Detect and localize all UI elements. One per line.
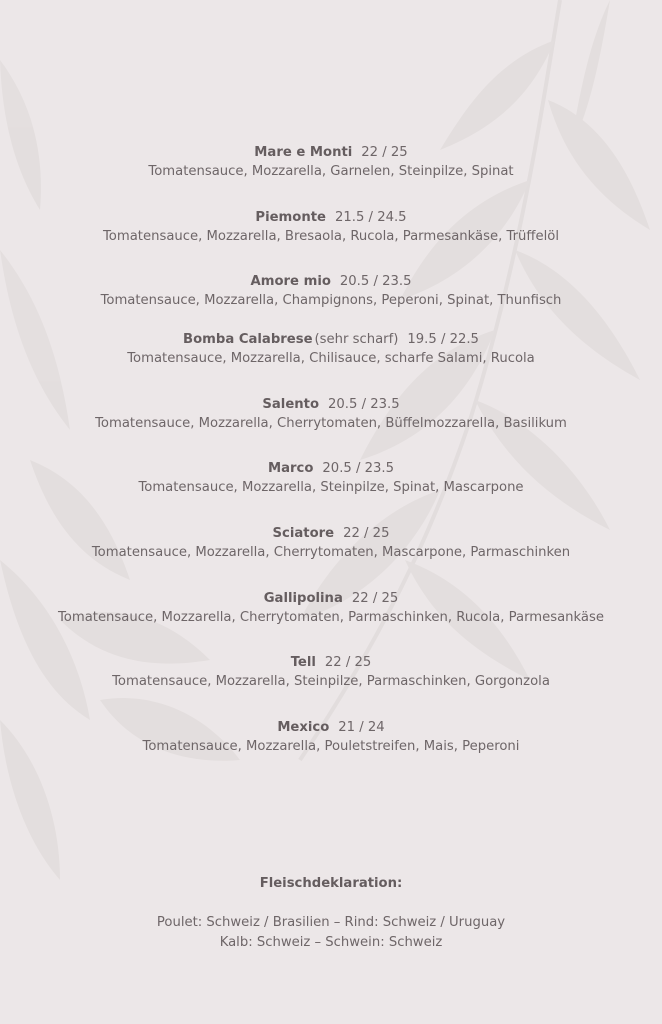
menu-item-sciatore xyxy=(0,524,662,589)
menu-item-price: 22 / 25 xyxy=(343,525,390,541)
menu-item-description: Tomatensauce, Mozzarella, Chilisauce, scharfe Salami, Rucola xyxy=(127,351,535,367)
menu-item-price: 20.5 / 23.5 xyxy=(328,396,400,412)
menu-item-description: Tomatensauce, Mozzarella, Cherrytomaten, Parmaschinken, Rucola, Parmesankäse xyxy=(57,609,605,625)
menu-item-name: Mexico xyxy=(277,719,330,735)
menu-item-description: Tomatensauce, Mozzarella, Bresaola, Rucola, Parmesankäse, Trüffelöl xyxy=(103,228,559,244)
meat-declaration xyxy=(0,874,662,952)
menu-item-name: Sciatore xyxy=(272,525,335,541)
declaration-line: Kalb: Schweiz – Schwein: Schweiz xyxy=(219,934,443,950)
menu-item-mare-e-monti xyxy=(0,143,662,208)
declaration-title: Fleischdeklaration: xyxy=(259,876,403,891)
menu-item-price: 21.5 / 24.5 xyxy=(335,209,407,225)
menu-item-price: 22 / 25 xyxy=(351,590,399,606)
menu-item-header xyxy=(0,524,662,543)
menu-item-salento xyxy=(0,395,662,460)
menu-item-description: Tomatensauce, Mozzarella, Garnelen, Steinpilze, Spinat xyxy=(148,164,514,179)
menu-item-header xyxy=(0,330,662,349)
menu-item-name: Salento xyxy=(262,396,320,412)
menu-item-bomba-calabrese xyxy=(0,330,662,395)
menu-item-header xyxy=(0,143,662,162)
menu-item-description: Tomatensauce, Mozzarella, Cherrytomaten, Mascarpone, Parmaschinken xyxy=(91,544,571,560)
menu-item-header xyxy=(0,718,662,737)
menu-item-price: 21 / 24 xyxy=(338,719,385,735)
menu-item-description: Tomatensauce, Mozzarella, Champignons, Peperoni, Spinat, Thunfisch xyxy=(100,293,562,309)
menu-item-piemonte xyxy=(0,208,662,273)
menu-item-marco xyxy=(0,459,662,524)
menu-item-description: Tomatensauce, Mozzarella, Cherrytomaten, Büffelmozzarella, Basilikum xyxy=(95,415,567,431)
menu-item-description: Tomatensauce, Mozzarella, Steinpilze, Parmaschinken, Gorgonzola xyxy=(112,674,550,690)
menu-item-description: Tomatensauce, Mozzarella, Pouletstreifen, Mais, Peperoni xyxy=(142,738,520,754)
menu-item-name: Tell xyxy=(290,655,316,671)
menu-item-name: Bomba Calabrese xyxy=(183,332,313,348)
menu-item-name: Amore mio xyxy=(250,274,331,290)
menu-item-name: Gallipolina xyxy=(263,590,343,606)
menu-item-name: Mare e Monti xyxy=(254,145,353,160)
menu-item-name: Marco xyxy=(268,461,314,477)
menu-item-tell xyxy=(0,653,662,718)
menu-item-price: 20.5 / 23.5 xyxy=(322,461,394,477)
menu-item-mexico xyxy=(0,718,662,783)
menu-item-header xyxy=(0,653,662,672)
menu-item-header xyxy=(0,589,662,608)
menu-item-header xyxy=(0,272,662,291)
menu-item-header xyxy=(0,459,662,478)
menu-item-price: 22 / 25 xyxy=(324,655,372,671)
pizza-menu-list xyxy=(0,143,662,782)
menu-item-header xyxy=(0,208,662,227)
menu-item-amore-mio xyxy=(0,272,662,330)
menu-item-price: 22 / 25 xyxy=(361,145,408,160)
menu-item-note: (sehr scharf) xyxy=(314,332,399,348)
menu-item-name: Piemonte xyxy=(255,209,326,225)
declaration-line: Poulet: Schweiz / Brasilien – Rind: Schweiz / Uruguay xyxy=(156,915,506,930)
menu-item-price: 20.5 / 23.5 xyxy=(339,274,412,290)
menu-item-gallipolina xyxy=(0,589,662,654)
menu-item-price: 19.5 / 22.5 xyxy=(407,332,479,348)
menu-item-header xyxy=(0,395,662,414)
menu-item-description: Tomatensauce, Mozzarella, Steinpilze, Spinat, Mascarpone xyxy=(138,480,524,496)
